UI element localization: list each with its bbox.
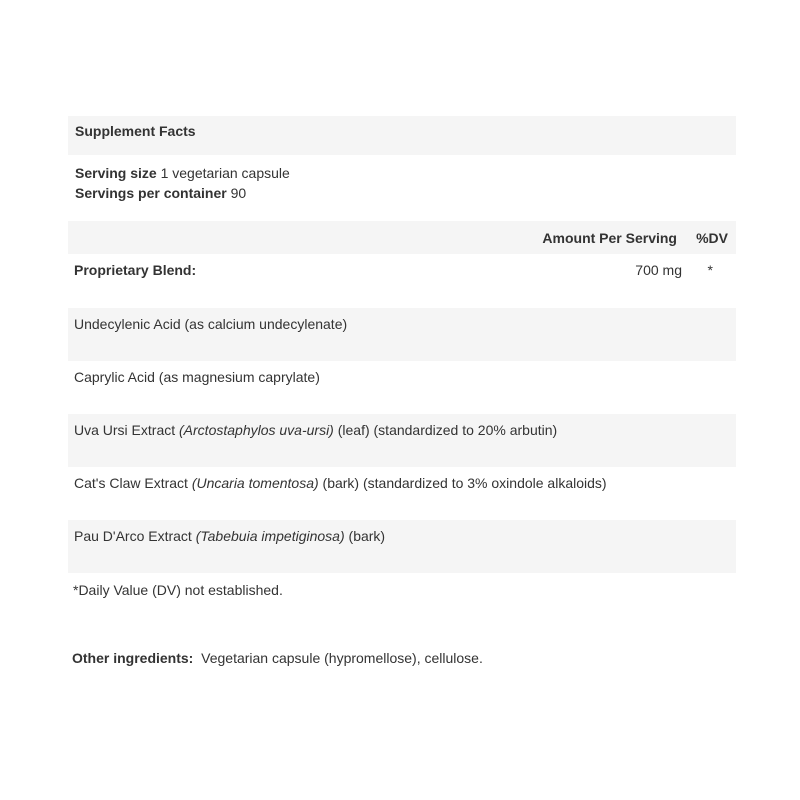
- ingredient-name: [74, 475, 607, 491]
- ingredient-text: Undecylenic Acid (as calcium undecylenate): [74, 316, 348, 332]
- ingredient-text: Caprylic Acid (as magnesium caprylate): [74, 369, 320, 385]
- servings-per-container: [75, 183, 736, 203]
- serving-size-label: Serving size: [75, 165, 157, 181]
- other-ingredients-label: Other ingredients:: [72, 650, 194, 666]
- blend-amount: 700 mg: [635, 262, 682, 278]
- other-ingredients: [72, 650, 483, 666]
- proprietary-blend-row: [68, 254, 736, 308]
- other-ingredients-value: Vegetarian capsule (hypromellose), cellulose.: [201, 650, 483, 666]
- ingredient-row: [68, 308, 736, 361]
- ingredient-latin: (Arctostaphylos uva-ursi): [179, 422, 334, 438]
- supplement-facts-table: [68, 116, 736, 613]
- ingredient-text: Uva Ursi Extract: [74, 422, 180, 438]
- amount-per-serving-header: Amount Per Serving: [542, 230, 677, 246]
- ingredient-row: [68, 414, 736, 467]
- blend-name: Proprietary Blend:: [74, 262, 197, 278]
- dv-footnote: [68, 573, 736, 613]
- supplement-facts-title: Supplement Facts: [68, 116, 736, 155]
- footnote-text: *Daily Value (DV) not established.: [73, 582, 283, 598]
- ingredient-latin: (Uncaria tomentosa): [191, 475, 319, 491]
- serving-info: [68, 155, 736, 221]
- ingredient-row: [68, 467, 736, 520]
- ingredient-text: Pau D'Arco Extract: [74, 528, 196, 544]
- ingredient-row: [68, 520, 736, 573]
- servings-per-container-value: 90: [230, 185, 247, 201]
- ingredient-name: [74, 528, 385, 544]
- ingredient-detail: (bark) (standardized to 3% oxindole alkaloids): [318, 475, 607, 491]
- column-header-row: [68, 221, 736, 254]
- ingredient-name: [74, 422, 557, 438]
- ingredient-latin: (Tabebuia impetiginosa): [195, 528, 345, 544]
- ingredient-detail: (bark): [344, 528, 386, 544]
- ingredient-text: Cat's Claw Extract: [74, 475, 192, 491]
- dv-header: %DV: [696, 230, 728, 246]
- blend-dv: *: [707, 262, 713, 278]
- ingredient-name: [74, 316, 347, 332]
- ingredient-row: [68, 361, 736, 414]
- ingredient-detail: (leaf) (standardized to 20% arbutin): [333, 422, 558, 438]
- ingredient-name: [74, 369, 320, 385]
- serving-size-value: 1 vegetarian capsule: [160, 165, 290, 181]
- servings-per-container-label: Servings per container: [75, 185, 227, 201]
- serving-size: [75, 163, 736, 183]
